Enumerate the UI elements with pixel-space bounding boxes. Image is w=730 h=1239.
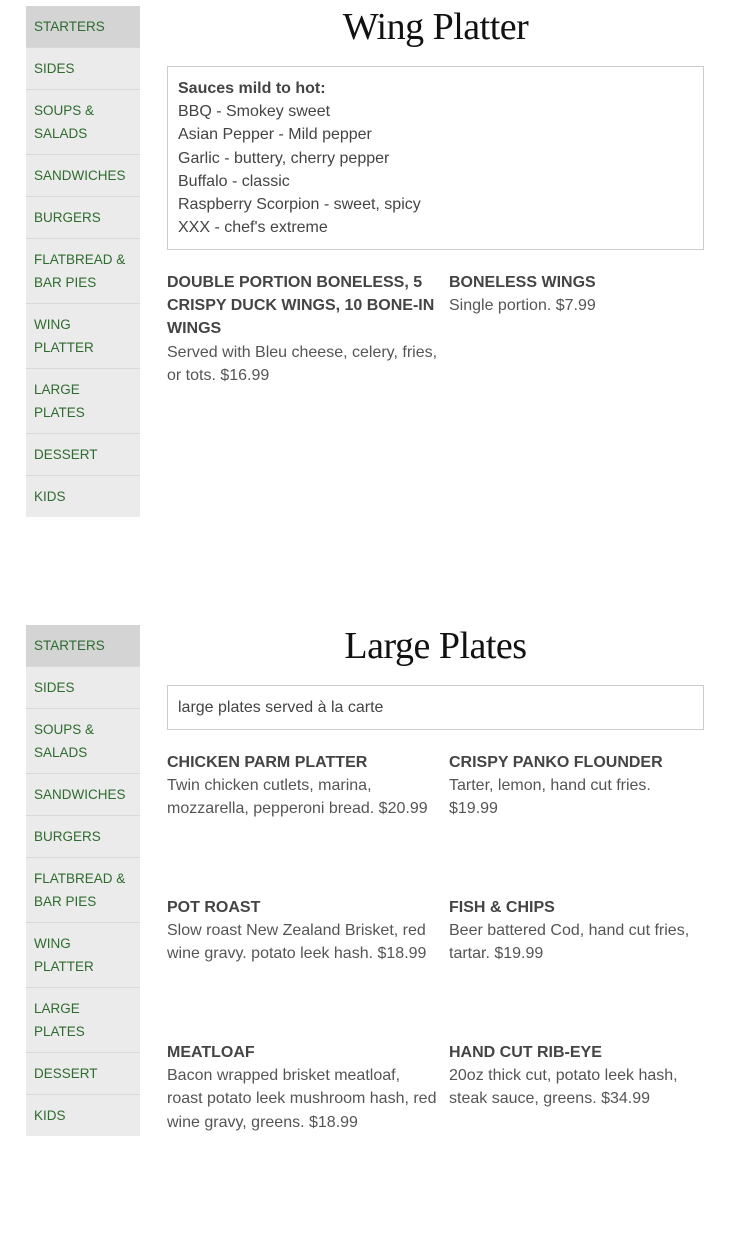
menu-items-grid <box>167 751 704 1186</box>
sauce-line: Garlic - buttery, cherry pepper <box>178 149 390 167</box>
menu-item <box>449 751 704 896</box>
nav-item-kids[interactable]: KIDS <box>34 1108 66 1123</box>
menu-item-description: Beer battered Cod, hand cut fries, tartar. $19.99 <box>449 922 690 963</box>
nav-item-sandwiches[interactable]: SANDWICHES <box>26 774 140 816</box>
menu-item-name: POT ROAST <box>167 899 261 916</box>
section-title: Large Plates <box>344 625 527 667</box>
nav-item-large-plates[interactable]: LARGE PLATES <box>26 369 140 434</box>
menu-item <box>167 271 449 387</box>
nav-item-kids[interactable]: KIDS <box>34 489 66 504</box>
menu-item <box>449 1041 704 1186</box>
menu-item-description: Served with Bleu cheese, celery, fries, or tots. $16.99 <box>167 343 438 384</box>
nav-item-flatbread-bar-pies[interactable]: FLATBREAD & BAR PIES <box>26 858 140 923</box>
menu-item-description: 20oz thick cut, potato leek hash, steak sauce, greens. $34.99 <box>449 1067 678 1108</box>
nav-item-burgers[interactable]: BURGERS <box>26 197 140 239</box>
sauces-heading: Sauces mild to hot: <box>178 80 326 97</box>
menu-item <box>167 896 449 1041</box>
menu-item-name: MEATLOAF <box>167 1044 255 1061</box>
menu-item-description: Bacon wrapped brisket meatloaf, roast potato leek mushroom hash, red wine gravy, greens. $18.99 <box>167 1067 437 1131</box>
menu-item <box>167 751 449 896</box>
nav-item-wing-platter[interactable]: WING PLATTER <box>26 304 140 369</box>
menu-item <box>449 896 704 1041</box>
nav-item-flatbread-bar-pies[interactable]: FLATBREAD & BAR PIES <box>26 239 140 304</box>
nav-item-large-plates[interactable]: LARGE PLATES <box>26 988 140 1053</box>
sauces-box <box>167 66 704 250</box>
note-box <box>167 685 704 730</box>
menu-item-name: DOUBLE PORTION BONELESS, 5 CRISPY DUCK WINGS, 10 BONE-IN WINGS <box>167 274 435 338</box>
nav-item-dessert[interactable]: DESSERT <box>26 1053 140 1095</box>
nav-item-soups-salads[interactable]: SOUPS & SALADS <box>26 709 140 774</box>
menu-category-nav <box>26 6 140 517</box>
nav-item-sandwiches[interactable]: SANDWICHES <box>26 155 140 197</box>
nav-item-sides[interactable]: SIDES <box>26 667 140 709</box>
sauce-line: Asian Pepper - Mild pepper <box>178 126 372 144</box>
menu-item-name: HAND CUT RIB-EYE <box>449 1044 602 1061</box>
nav-item-starters[interactable]: STARTERS <box>26 625 140 667</box>
menu-item-description: Tarter, lemon, hand cut fries. $19.99 <box>449 777 651 818</box>
menu-item-name: CRISPY PANKO FLOUNDER <box>449 754 663 771</box>
menu-items-grid <box>167 271 704 387</box>
note-text: large plates served à la carte <box>178 699 384 716</box>
wing-platter-content <box>167 6 704 387</box>
large-plates-content <box>167 625 704 1186</box>
nav-item-sides[interactable]: SIDES <box>26 48 140 90</box>
menu-category-nav <box>26 625 140 1136</box>
nav-item-starters[interactable]: STARTERS <box>26 6 140 48</box>
menu-item-description: Slow roast New Zealand Brisket, red wine gravy. potato leek hash. $18.99 <box>167 922 427 963</box>
menu-item-description: Single portion. $7.99 <box>449 297 596 315</box>
nav-item-dessert[interactable]: DESSERT <box>26 434 140 476</box>
menu-item <box>449 271 704 387</box>
section-title: Wing Platter <box>342 6 529 48</box>
menu-item-name: CHICKEN PARM PLATTER <box>167 754 368 771</box>
sauce-line: BBQ - Smokey sweet <box>178 103 331 121</box>
nav-item-wing-platter[interactable]: WING PLATTER <box>26 923 140 988</box>
menu-item-description: Twin chicken cutlets, marina, mozzarella, pepperoni bread. $20.99 <box>167 777 428 818</box>
sauce-line: Buffalo - classic <box>178 172 290 190</box>
menu-item-name: BONELESS WINGS <box>449 274 596 291</box>
menu-item-name: FISH & CHIPS <box>449 899 555 916</box>
sauce-line: XXX - chef's extreme <box>178 219 328 237</box>
menu-item <box>167 1041 449 1186</box>
nav-item-soups-salads[interactable]: SOUPS & SALADS <box>26 90 140 155</box>
sauce-line: Raspberry Scorpion - sweet, spicy <box>178 196 421 214</box>
nav-item-burgers[interactable]: BURGERS <box>26 816 140 858</box>
